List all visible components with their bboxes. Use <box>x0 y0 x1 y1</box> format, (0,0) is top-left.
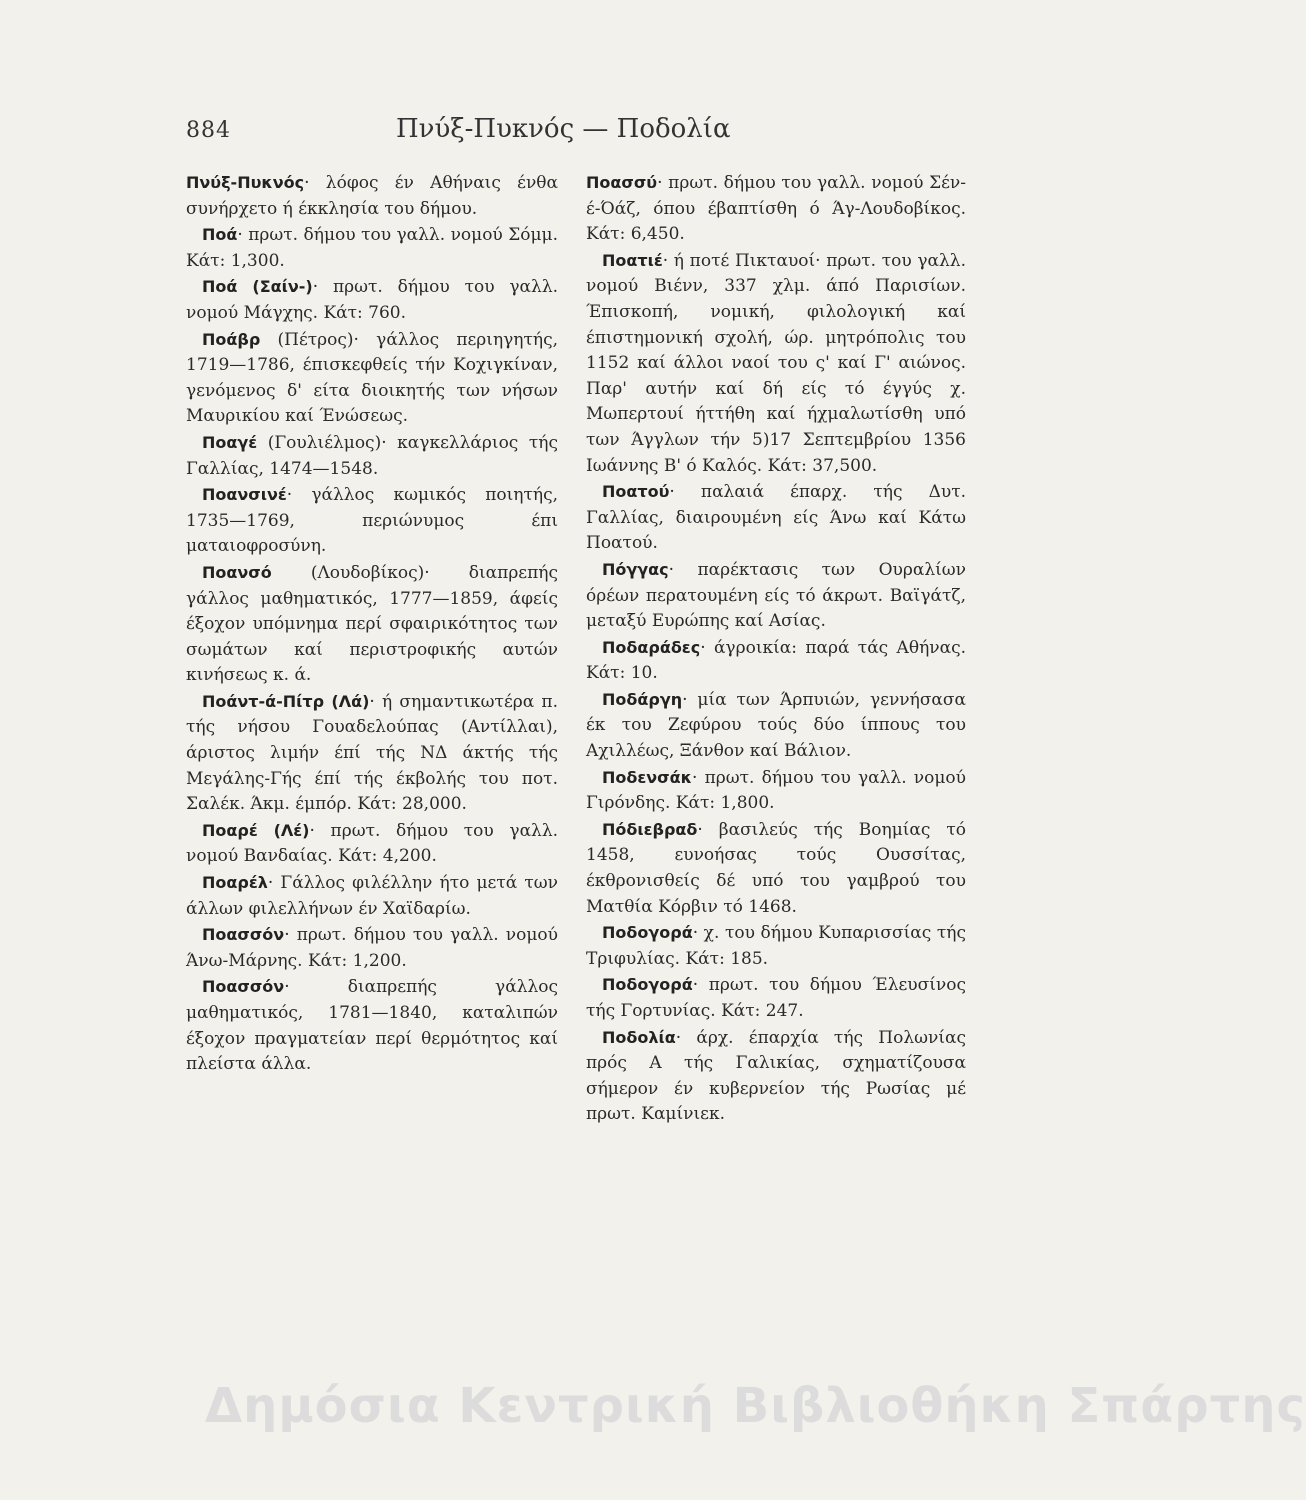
entry-headword: Ποασσόν <box>202 977 285 997</box>
entry-definition: · μία των Άρπυιών, γεννήσασα έκ του Ζεφύρου τούς δύο ίππους του Αχιλλέως, Ξάνθον καί Βάλιον. <box>586 689 966 762</box>
entry-definition: · πρωτ. του δήμου Έλευσίνος τής Γορτυνίας. Κάτ: 247. <box>586 975 966 1021</box>
entry-headword: Πόγγας <box>602 559 669 579</box>
entry-definition: · λόφος έν Αθήναις ένθα συνήρχετο ή έκκλησία του δήμου. <box>186 173 558 219</box>
dictionary-entry <box>186 974 558 1077</box>
dictionary-entry <box>186 222 558 274</box>
entry-definition: · πρωτ. δήμου του γαλλ. νομού Σέν-έ-Όάζ, όπου έβαπτίσθη ό Άγ-Λουδοβίκος. Κάτ: 6,450. <box>586 173 966 245</box>
library-watermark: Δημόσια Κεντρική Βιβλιοθήκη Σπάρτης <box>205 1378 1306 1434</box>
entry-headword: Ποά <box>202 225 238 245</box>
dictionary-entry <box>586 920 966 972</box>
entry-headword: Ποδογορά <box>602 923 693 943</box>
dictionary-entry <box>186 922 558 974</box>
entry-headword: Ποαγέ <box>202 432 258 452</box>
page-header <box>186 112 742 152</box>
dictionary-entry <box>586 557 966 635</box>
entry-headword: Ποασσύ <box>586 173 658 192</box>
entry-headword: Πνύξ-Πυκνός <box>186 173 305 192</box>
dictionary-entry <box>586 248 966 479</box>
entry-headword: Πόδιεβραδ <box>602 819 698 839</box>
dictionary-entry <box>186 870 558 922</box>
entry-definition: · παρέκτασις των Ουραλίων όρέων περατουμένη είς τό άκρωτ. Βαϊγάτζ, μεταξύ Ευρώπης καί Ασίας. <box>586 559 966 632</box>
dictionary-entry <box>586 479 966 557</box>
entry-headword: Ποδολία <box>602 1027 676 1047</box>
entry-headword: Ποανσινέ <box>202 485 287 505</box>
dictionary-entry <box>186 482 558 560</box>
entry-headword: Ποατού <box>602 482 670 502</box>
entry-definition: (Πέτρος)· γάλλος περιηγητής, 1719—1786, έπισκεφθείς τήν Κοχιγκίναν, γενόμενος δ' είτα διοικητής των νήσων Μαυρικίου καί Ένώσεως. <box>186 329 558 427</box>
entry-definition: · άγροικία: παρά τάς Αθήνας. Κάτ: 10. <box>586 637 966 684</box>
entry-definition: (Γουλιέλμος)· καγκελλάριος τής Γαλλίας, 1474—1548. <box>186 432 558 479</box>
entry-definition: · ή σημαντικωτέρα π. τής νήσου Γουαδελούπας (Αντίλλαι), άριστος λιμήν έπί τής ΝΔ άκτής τής Μεγάλης-Γής έπί τής έκβολής του ποτ. Σαλέκ. Άκμ. έμπόρ. Κάτ: 28,000. <box>186 691 558 815</box>
running-title: Πνύξ-Πυκνός — Ποδολία <box>396 114 731 144</box>
right-column <box>586 170 966 1128</box>
entry-headword: Ποάβρ <box>202 329 261 349</box>
entry-definition: · πρωτ. δήμου του γαλλ. νομού Άνω-Μάρνης. Κάτ: 1,200. <box>186 925 558 971</box>
dictionary-entry <box>586 817 966 920</box>
entry-headword: Ποδενσάκ <box>602 767 692 787</box>
entry-headword: Ποαρέ (Λέ) <box>202 820 310 840</box>
entry-definition: · παλαιά έπαρχ. τής Δυτ. Γαλλίας, διαιρουμένη είς Άνω καί Κάτω Ποατού. <box>586 482 966 554</box>
entry-definition: · ή ποτέ Πικταυοί· πρωτ. του γαλλ. νομού Βιένν, 337 χλμ. άπό Παρισίων. Έπισκοπή, νομική, φιλολογική καί έπιστημονική σχολή, ώρ. μητρόπολις του 1152 καί άλλοι ναοί του ς' καί Γ' αιώνος. Παρ' αυτήν καί δή είς τό έγγύς χ. Μωπερτουί ήττήθη καί ήχμαλωτίσθη υπό των Άγγλων τήν 5)17 Σεπτεμβρίου 1356 Ιωάννης Β' ό Καλός. Κάτ: 37,500. <box>586 250 966 476</box>
entry-headword: Ποδαράδες <box>602 637 701 657</box>
dictionary-entry <box>186 818 558 870</box>
entry-headword: Ποατιέ <box>602 250 663 270</box>
entry-headword: Ποάντ-ά-Πίτρ (Λά) <box>202 691 370 711</box>
dictionary-entry <box>586 765 966 817</box>
entry-definition: · Γάλλος φιλέλλην ήτο μετά των άλλων φιλελλήνων έν Χαϊδαρίω. <box>186 873 558 919</box>
entry-definition: · βασιλεύς τής Βοημίας τό 1458, ευνοήσας τούς Ουσσίτας, έκθρονισθείς δέ υπό του γαμβρού του Ματθία Κόρβιν τό 1468. <box>586 819 966 917</box>
dictionary-entry <box>586 1025 966 1128</box>
dictionary-entry <box>186 689 558 818</box>
entry-headword: Ποά (Σαίν-) <box>202 277 313 297</box>
dictionary-entry <box>586 170 966 248</box>
entry-headword: Ποδογορά <box>602 975 693 995</box>
entry-definition: · πρωτ. δήμου του γαλλ. νομού Σόμμ. Κάτ: 1,300. <box>186 225 558 271</box>
dictionary-entry <box>186 560 558 689</box>
entry-definition: · χ. του δήμου Κυπαρισσίας τής Τριφυλίας. Κάτ: 185. <box>586 923 966 969</box>
dictionary-entry <box>586 635 966 687</box>
dictionary-entry <box>186 430 558 482</box>
entry-headword: Ποανσό <box>202 562 272 582</box>
entry-headword: Ποασσόν <box>202 925 285 945</box>
entry-headword: Ποαρέλ <box>202 873 268 893</box>
dictionary-entry <box>186 274 558 326</box>
dictionary-entry <box>586 687 966 765</box>
entry-definition: · πρωτ. δήμου του γαλλ. νομού Βανδαίας. Κάτ: 4,200. <box>186 820 558 867</box>
entry-definition: · γάλλος κωμικός ποιητής, 1735—1769, περιώνυμος έπι ματαιοφροσύνη. <box>186 485 558 557</box>
dictionary-entry <box>186 170 558 222</box>
left-column <box>186 170 558 1078</box>
entry-definition: · άρχ. έπαρχία τής Πολωνίας πρός Α τής Γαλικίας, σχηματίζουσα σήμερον έν κυβερνείον τής Ρωσίας μέ πρωτ. Καμίνιεκ. <box>586 1027 966 1125</box>
dictionary-entry <box>586 972 966 1024</box>
entry-definition: · πρωτ. δήμου του γαλλ. νομού Γιρόνδης. Κάτ: 1,800. <box>586 767 966 814</box>
entry-definition: · διαπρεπής γάλλος μαθηματικός, 1781—1840, καταλιπών έξοχον πραγματείαν περί θερμότητος καί πλείστα άλλα. <box>186 977 558 1075</box>
entry-headword: Ποδάργη <box>602 689 683 709</box>
entry-definition: (Λουδοβίκος)· διαπρεπής γάλλος μαθηματικός, 1777—1859, άφείς έξοχον υπόμνημα περί σφαιρικότητος των σωμάτων καί περιστροφικής αυτών κινήσεως κ. ά. <box>186 562 558 686</box>
dictionary-entry <box>186 327 558 430</box>
page-number: 884 <box>186 118 231 143</box>
entry-definition: · πρωτ. δήμου του γαλλ. νομού Μάγχης. Κάτ: 760. <box>186 277 558 323</box>
